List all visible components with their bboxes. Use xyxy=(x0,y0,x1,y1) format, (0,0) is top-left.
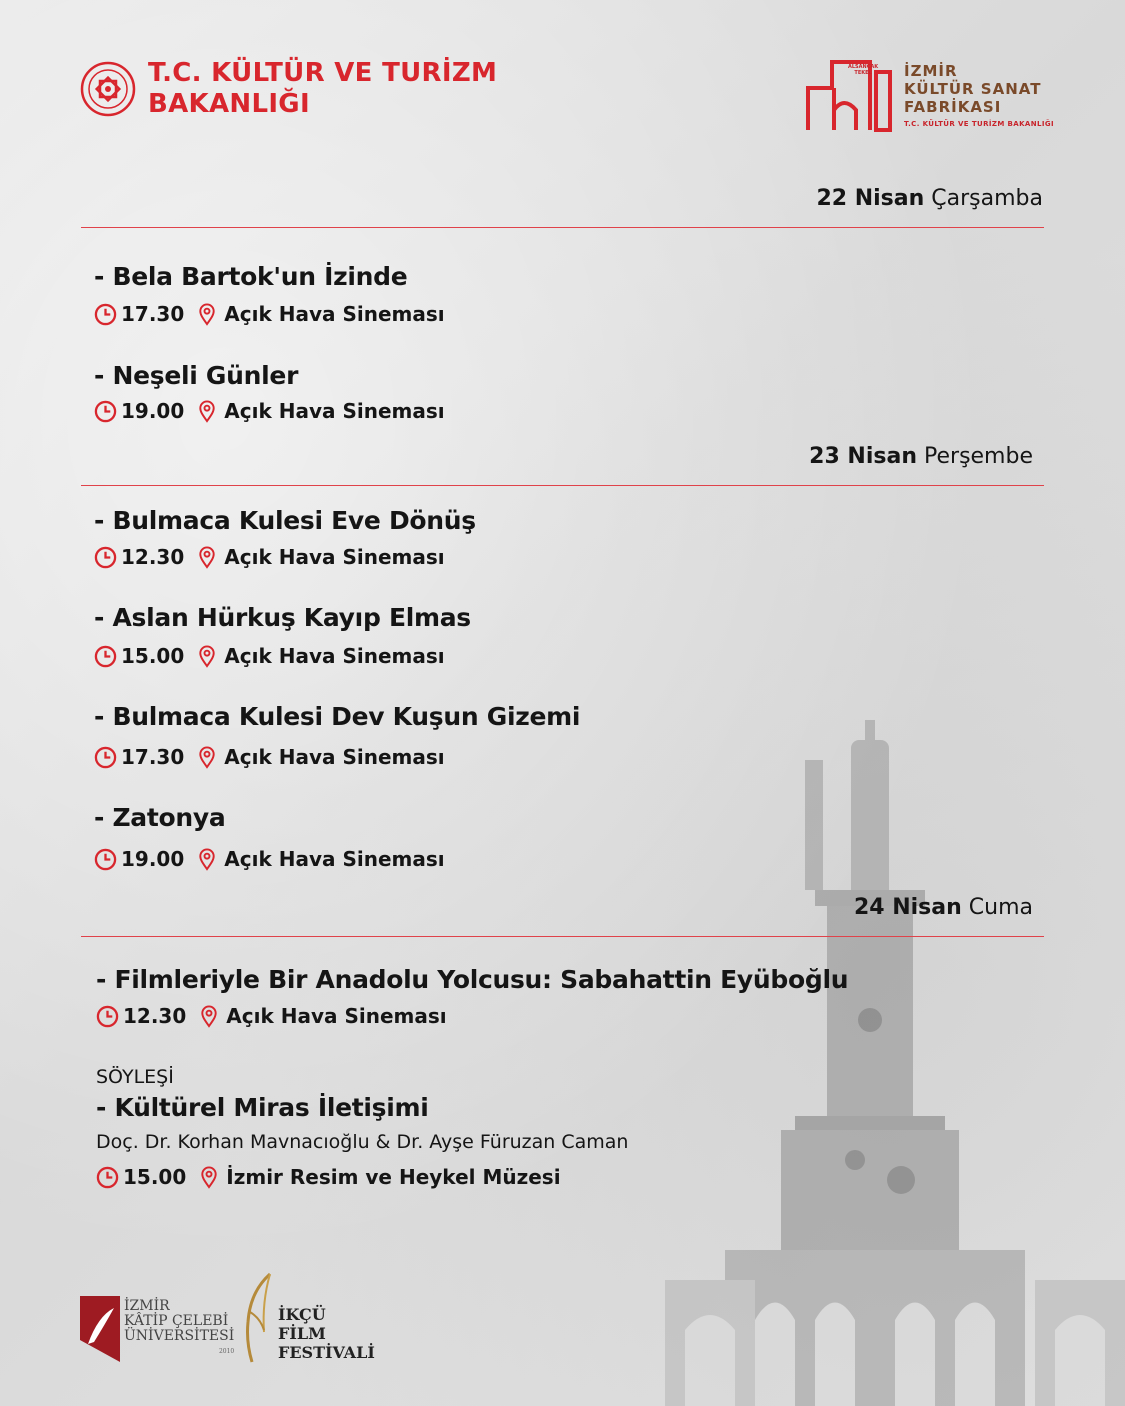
day-date: 22 Nisan xyxy=(816,186,925,211)
event-time: 19.00 xyxy=(121,399,185,423)
event-meta xyxy=(96,1004,447,1028)
day-heading xyxy=(809,444,1033,469)
ministry-logo xyxy=(80,58,497,120)
ikf-line-2: KÜLTÜR SANAT xyxy=(904,80,1042,98)
event-venue: Açık Hava Sineması xyxy=(226,1004,447,1028)
ikc-line-3: ÜNİVERSİTESİ xyxy=(124,1328,235,1344)
event-meta xyxy=(94,745,445,769)
ikc-university-logo xyxy=(80,1296,234,1362)
ikc-logo-icon xyxy=(80,1296,120,1362)
location-pin-icon xyxy=(198,546,216,569)
location-pin-icon xyxy=(198,848,216,871)
event-title: - Kültürel Miras İletişimi xyxy=(96,1093,429,1122)
day-heading xyxy=(854,895,1033,920)
ikf-line-1: İZMİR xyxy=(904,62,958,80)
location-pin-icon xyxy=(198,303,216,326)
ikf-tag-1: ALSANCAK xyxy=(848,64,879,70)
event-venue: Açık Hava Sineması xyxy=(224,399,445,423)
event-title: - Zatonya xyxy=(94,803,226,832)
event-title: - Bulmaca Kulesi Dev Kuşun Gizemi xyxy=(94,702,581,731)
clock-icon xyxy=(94,400,117,423)
event-time: 19.00 xyxy=(121,847,185,871)
event-title: - Aslan Hürkuş Kayıp Elmas xyxy=(94,603,471,632)
event-venue: Açık Hava Sineması xyxy=(224,545,445,569)
event-time: 12.30 xyxy=(123,1004,187,1028)
event-title: - Bela Bartok'un İzinde xyxy=(94,262,408,291)
event-time: 15.00 xyxy=(121,644,185,668)
event-speakers: Doç. Dr. Korhan Mavnacıoğlu & Dr. Ayşe Füruzan Caman xyxy=(96,1131,629,1153)
clock-tower-illustration xyxy=(665,720,1125,1406)
event-venue: İzmir Resim ve Heykel Müzesi xyxy=(226,1165,561,1189)
event-meta xyxy=(94,399,445,423)
event-title: - Filmleriyle Bir Anadolu Yolcusu: Sabahattin Eyüboğlu xyxy=(96,965,849,994)
location-pin-icon xyxy=(200,1166,218,1189)
event-venue: Açık Hava Sineması xyxy=(224,302,445,326)
event-title: - Neşeli Günler xyxy=(94,361,299,390)
event-time: 17.30 xyxy=(121,745,185,769)
location-pin-icon xyxy=(198,400,216,423)
ikf-line-3: FABRİKASI xyxy=(904,98,1002,116)
ministry-emblem-icon xyxy=(80,61,136,117)
ikc-line-1: İZMİR xyxy=(124,1298,170,1314)
day-heading xyxy=(816,186,1043,211)
film-festival-icon xyxy=(240,1272,276,1364)
ikf-tag-2: TEKEL xyxy=(854,70,872,76)
event-venue: Açık Hava Sineması xyxy=(224,847,445,871)
clock-icon xyxy=(94,303,117,326)
ikcu-film-festival-logo xyxy=(240,1272,375,1364)
day-date: 24 Nisan xyxy=(853,895,962,920)
clock-icon xyxy=(94,645,117,668)
ikc-line-2: KÂTİP ÇELEBİ xyxy=(124,1313,229,1329)
fest-line-1: İKÇÜ xyxy=(278,1305,326,1324)
fest-line-2: FİLM xyxy=(278,1324,326,1343)
event-meta xyxy=(94,302,445,326)
clock-icon xyxy=(94,848,117,871)
clock-icon xyxy=(94,746,117,769)
event-meta xyxy=(96,1165,561,1189)
ministry-line-1: T.C. KÜLTÜR VE TURİZM xyxy=(148,58,498,88)
day-divider xyxy=(81,485,1044,486)
location-pin-icon xyxy=(198,746,216,769)
event-meta xyxy=(94,644,445,668)
fest-line-3: FESTİVALİ xyxy=(278,1343,375,1362)
ikf-logo xyxy=(804,52,1054,132)
event-time: 17.30 xyxy=(121,302,185,326)
day-weekday: Perşembe xyxy=(924,444,1033,469)
clock-icon xyxy=(94,546,117,569)
event-meta xyxy=(94,847,445,871)
event-venue: Açık Hava Sineması xyxy=(224,644,445,668)
event-time: 15.00 xyxy=(123,1165,187,1189)
event-title: - Bulmaca Kulesi Eve Dönüş xyxy=(94,506,476,535)
ikc-year: 2010 xyxy=(218,1348,235,1355)
day-date: 23 Nisan xyxy=(809,444,917,469)
day-weekday: Cuma xyxy=(968,895,1033,920)
event-category-label: SÖYLEŞİ xyxy=(96,1066,174,1088)
event-meta xyxy=(94,545,445,569)
day-divider xyxy=(81,936,1044,937)
ikf-subtitle: T.C. KÜLTÜR VE TURİZM BAKANLIĞI xyxy=(904,120,1055,128)
day-weekday: Çarşamba xyxy=(931,186,1043,211)
day-divider xyxy=(81,227,1044,228)
clock-icon xyxy=(96,1005,119,1028)
location-pin-icon xyxy=(198,645,216,668)
ministry-line-2: BAKANLIĞI xyxy=(148,89,310,119)
clock-icon xyxy=(96,1166,119,1189)
location-pin-icon xyxy=(200,1005,218,1028)
event-venue: Açık Hava Sineması xyxy=(224,745,445,769)
event-time: 12.30 xyxy=(121,545,185,569)
